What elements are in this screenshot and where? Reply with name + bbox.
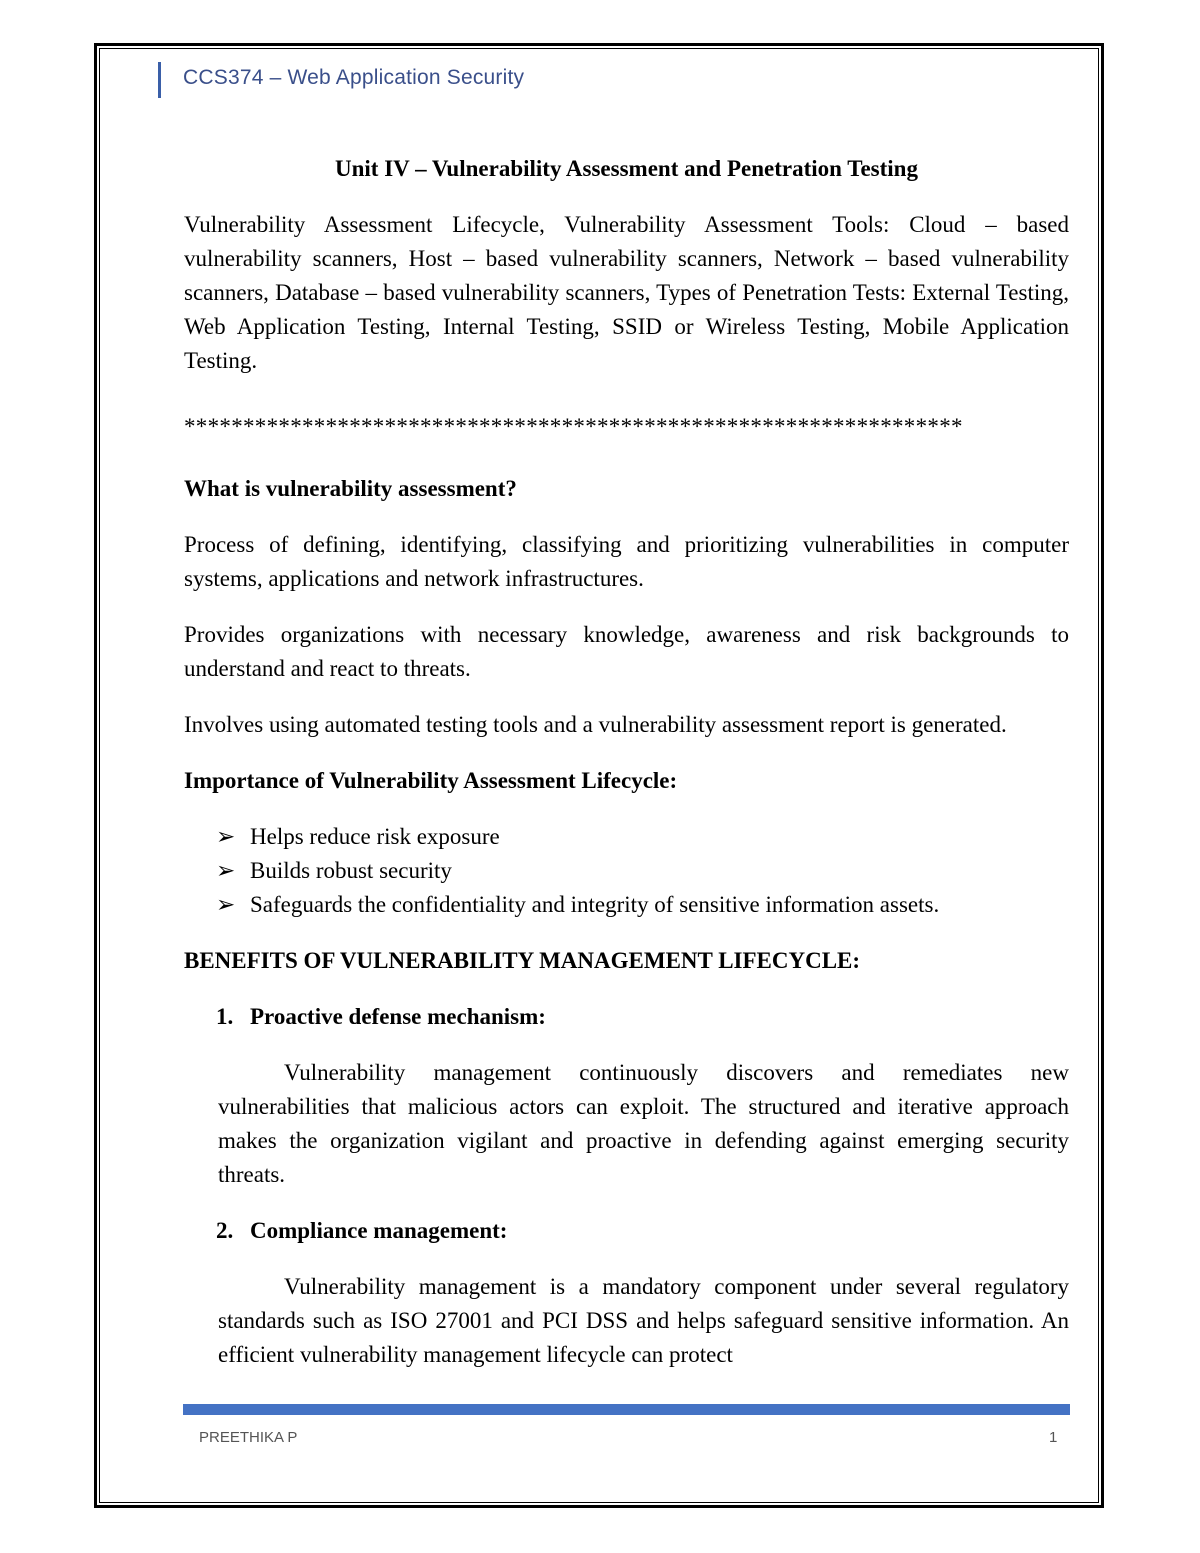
list-item: ➢ Safeguards the confidentiality and integrity of sensitive information assets. — [216, 888, 1069, 922]
syllabus-paragraph: Vulnerability Assessment Lifecycle, Vulnerability Assessment Tools: Cloud – based vulnerability scanners, Host – based vulnerability scanners, Network – based vulnerability scanners, Database – based vulnerability scanners, Types of Penetration Tests: External Testing, Web Application Testing, Internal Testing, SSID or Wireless Testing, Mobile Application Testing. — [184, 212, 1069, 373]
separator-line: ****************************************************************** — [184, 414, 963, 439]
footer-author: PREETHIKA P — [199, 1429, 298, 1446]
paragraph-compliance: Vulnerability management is a mandatory component under several regulatory standards such as ISO 27001 and PCI DSS and helps safeguard sensitive information. An efficient vulnerability management lifecycle can protect — [218, 1274, 1069, 1367]
numbered-heading-1: 1. Proactive defense mechanism: — [216, 1004, 546, 1029]
arrow-bullet-icon: ➢ — [216, 858, 236, 883]
paragraph-provides: Provides organizations with necessary knowledge, awareness and risk backgrounds to understand and react to threats. — [184, 622, 1069, 681]
list-item: ➢ Helps reduce risk exposure — [216, 820, 1069, 854]
header-title: CCS374 – Web Application Security — [183, 66, 525, 89]
paragraph-involves: Involves using automated testing tools and a vulnerability assessment report is generated. — [184, 712, 1007, 737]
section-heading-what-is-va: What is vulnerability assessment? — [184, 476, 517, 501]
importance-list — [184, 820, 1069, 922]
numbered-heading-2: 2. Compliance management: — [216, 1218, 508, 1243]
unit-title: Unit IV – Vulnerability Assessment and Penetration Testing — [335, 156, 918, 181]
paragraph-process: Process of defining, identifying, classifying and prioritizing vulnerabilities in computer systems, applications and network infrastructures. — [184, 532, 1069, 591]
header-accent-bar — [158, 62, 161, 98]
arrow-bullet-icon: ➢ — [216, 892, 236, 917]
document-body — [184, 152, 1069, 1372]
footer-rule — [183, 1404, 1070, 1415]
page-number: 1 — [1049, 1429, 1058, 1446]
section-heading-importance: Importance of Vulnerability Assessment Lifecycle: — [184, 768, 678, 793]
arrow-bullet-icon: ➢ — [216, 824, 236, 849]
paragraph-proactive: Vulnerability management continuously discovers and remediates new vulnerabilities that malicious actors can exploit. The structured and iterative approach makes the organization vigilant and proactive in defending against emerging security threats. — [218, 1060, 1069, 1187]
section-heading-benefits: BENEFITS OF VULNERABILITY MANAGEMENT LIFECYCLE: — [184, 948, 861, 973]
list-item: ➢ Builds robust security — [216, 854, 1069, 888]
